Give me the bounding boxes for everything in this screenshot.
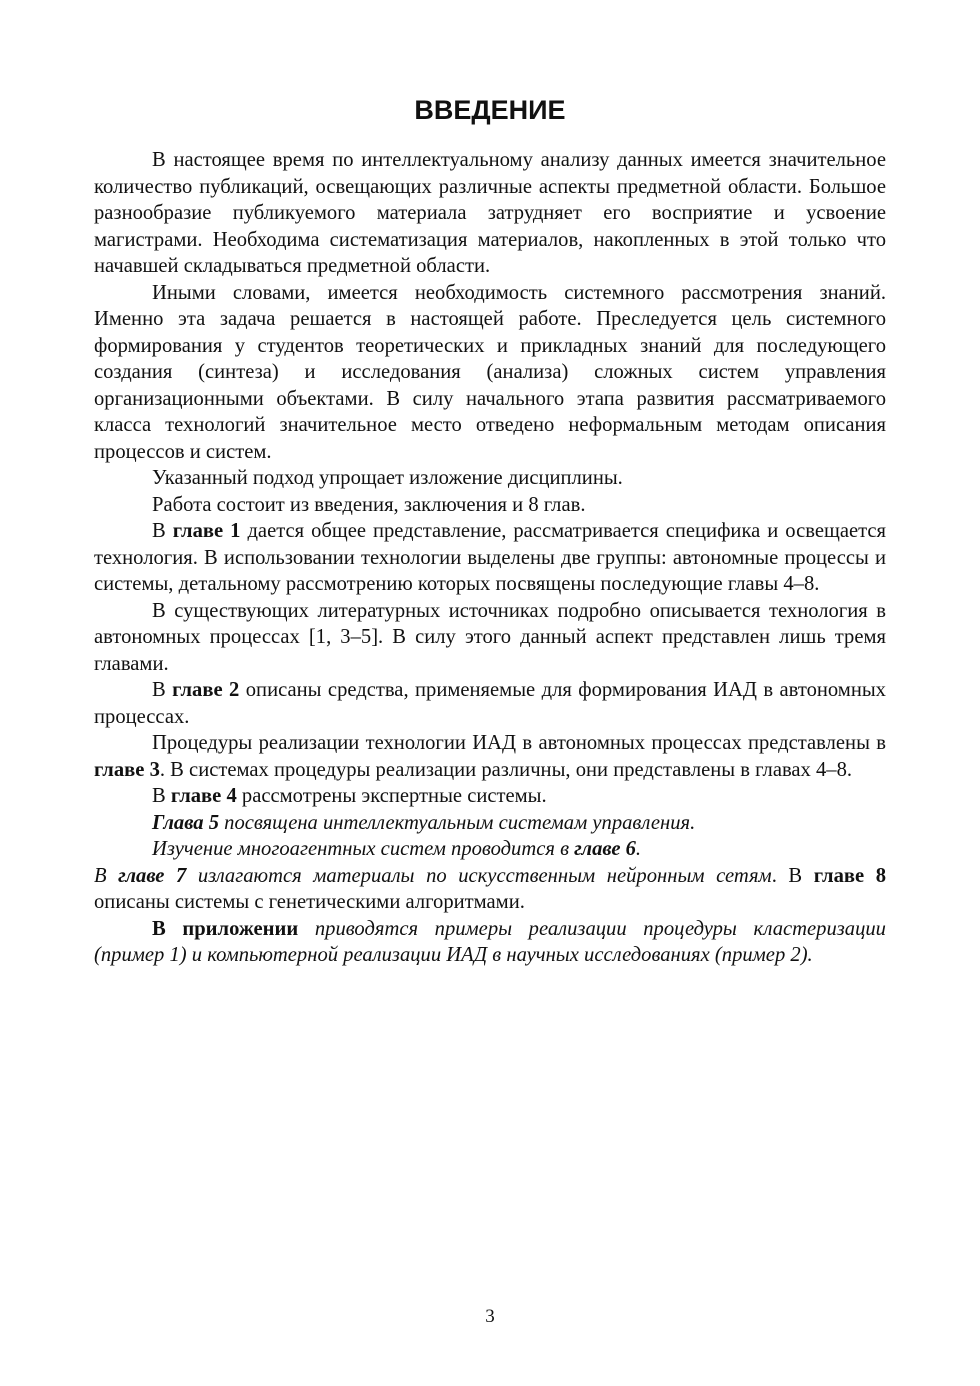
paragraph-6: В существующих литературных источниках подробно описывается технология в автономных процессах [1, 3–5]. В силу этого данный аспект представлен лишь тремя главами. <box>94 599 886 675</box>
paragraph-8-chapter-ref: главе 3 <box>94 758 160 781</box>
paragraph-3: Указанный подход упрощает изложение дисциплины. <box>152 467 623 489</box>
paragraph-11-part-c: . <box>635 838 642 860</box>
paragraph-9-part-a: В <box>152 785 171 807</box>
paragraph-5-part-c: дается общее представление, рассматривается специфика и освещается технология. В использовании технологии выделены две группы: автономные процессы и системы, детальному рассмотрению которых посвящены последующие главы 4–8. <box>94 520 886 595</box>
paragraph-13-appendix-ref: В приложении <box>152 917 299 940</box>
paragraph-8-part-c: . В системах процедуры реализации различны, они представлены в главах 4–8. <box>159 758 853 781</box>
paragraph-9-part-c: рассмотрены экспертные системы. <box>236 785 547 807</box>
paragraph-12 <box>94 863 886 916</box>
paragraph-7-part-a: В <box>152 679 173 701</box>
paragraph-1: В настоящее время по интеллектуальному анализу данных имеется значительное количество публикаций, освещающих различные аспекты предметной области. Большое разнообразие публикуемого материала затрудняет его восприятие и усвоение магистрами. Необходима систематизация материалов, накопленных в этой только что начавшей складываться предметной области. <box>94 149 886 277</box>
paragraph-12-part-a: В <box>94 864 119 887</box>
page-number: 3 <box>485 1306 495 1327</box>
paragraph-12-chapter-ref-7: главе 7 <box>118 864 187 887</box>
page-title: ВВЕДЕНИЕ <box>414 95 566 125</box>
paragraph-10 <box>94 810 886 837</box>
paragraph-8-part-a: Процедуры реализации технологии ИАД в автономных процессах представлены в <box>152 732 886 754</box>
paragraph-10-chapter-ref: Глава 5 <box>152 811 220 834</box>
paragraph-11-part-a: Изучение многоагентных систем проводится в <box>152 838 575 860</box>
paragraph-5-part-a: В <box>152 520 173 542</box>
document-page <box>94 92 886 969</box>
paragraph-2: Иными словами, имеется необходимость системного рассмотрения знаний. Именно эта задача решается в настоящей работе. Преследуется цель системного формирования у студентов теоретических и прикладных знаний для последующего создания (синтеза) и исследования (анализа) сложных систем управления организационными объектами. В силу начального этапа развития рассматриваемого класса технологий значительное место отведено неформальным методам описания процессов и систем. <box>94 281 886 463</box>
paragraph-7 <box>94 677 886 730</box>
paragraph-5-chapter-ref: главе 1 <box>172 520 241 542</box>
paragraph-9 <box>94 783 886 810</box>
paragraph-5 <box>94 518 886 598</box>
paragraph-13-part-c: приводятся примеры реализации процедуры кластеризации (пример 1) и компьютерной реализации ИАД в научных исследованиях (пример 2). <box>94 917 886 966</box>
paragraph-12-part-d: . В <box>771 864 814 887</box>
paragraph-7-part-c: описаны средства, применяемые для формирования ИАД в автономных процессах. <box>94 679 886 728</box>
paragraph-11 <box>94 836 886 863</box>
paragraph-4: Работа состоит из введения, заключения и 8 глав. <box>152 493 586 516</box>
paragraph-11-chapter-ref: главе 6 <box>574 838 636 860</box>
paragraph-13 <box>94 916 886 969</box>
paragraph-12-chapter-ref-8: главе 8 <box>813 864 887 887</box>
paragraph-7-chapter-ref: главе 2 <box>172 679 240 701</box>
paragraph-8 <box>94 730 886 783</box>
paragraph-12-part-f: описаны системы с генетическими алгоритмами. <box>94 891 525 913</box>
paragraph-10-part-c: посвящена интеллектуальным системам управления. <box>219 811 696 834</box>
paragraph-12-part-c: излагаются материалы по искусственным нейронным сетям <box>186 864 772 887</box>
paragraph-9-chapter-ref: главе 4 <box>170 785 237 807</box>
